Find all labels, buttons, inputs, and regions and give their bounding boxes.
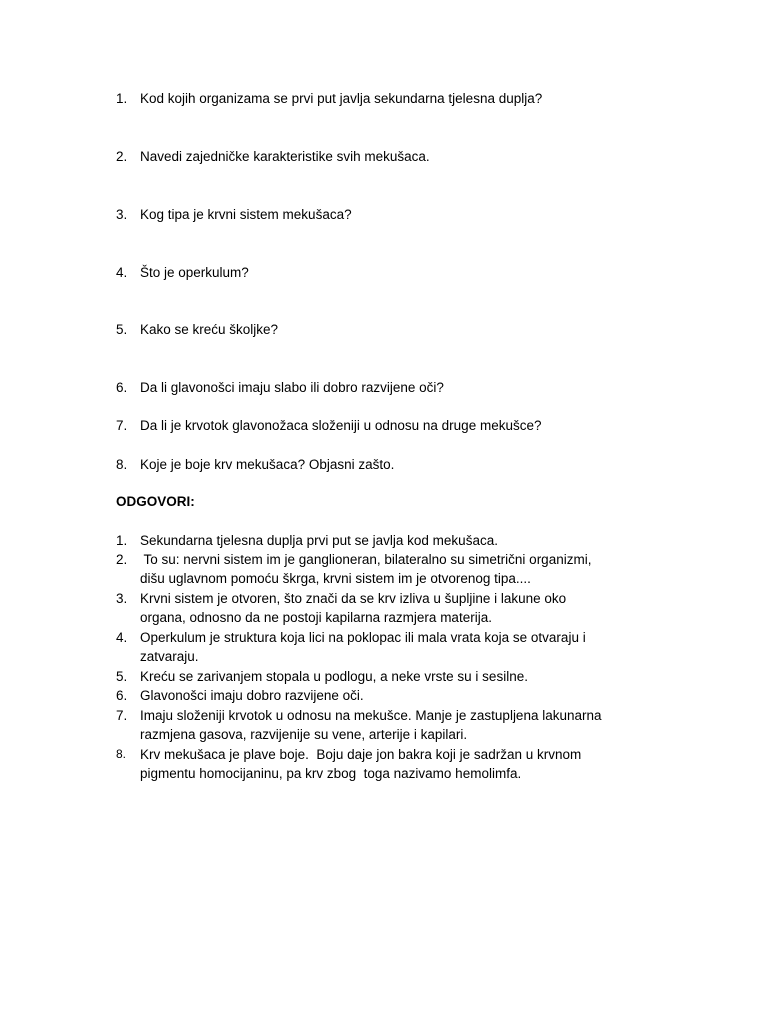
answer-line: razmjena gasova, razvijenije su vene, arterije i kapilari. bbox=[140, 727, 468, 742]
answer-line: pigmentu homocijaninu, pa krv zbog toga nazivamo hemolimfa. bbox=[140, 766, 522, 781]
question-text: Kako se kreću školjke? bbox=[140, 322, 279, 337]
question-text: Kog tipa je krvni sistem mekušaca? bbox=[140, 207, 352, 222]
answer-number: 1. bbox=[116, 533, 128, 548]
answer-number: 5. bbox=[116, 669, 128, 684]
answer-number: 6. bbox=[116, 688, 128, 703]
answer-number: 7. bbox=[116, 708, 128, 723]
answer-number: 8. bbox=[116, 747, 127, 761]
answer-number: 4. bbox=[116, 630, 128, 645]
question-number: 7. bbox=[116, 418, 128, 433]
answer-line: Krvni sistem je otvoren, što znači da se krv izliva u šupljine i lakune oko bbox=[140, 591, 567, 606]
answer-line: organa, odnosno da ne postoji kapilarna razmjera materija. bbox=[140, 610, 492, 625]
question-number: 3. bbox=[116, 207, 128, 222]
question-number: 5. bbox=[116, 322, 128, 337]
question-text: Da li glavonošci imaju slabo ili dobro razvijene oči? bbox=[140, 380, 444, 395]
answer-line: Imaju složeniji krvotok u odnosu na mekušce. Manje je zastupljena lakunarna bbox=[140, 708, 602, 723]
question-text: Da li je krvotok glavonožaca složeniji u odnosu na druge mekušce? bbox=[140, 418, 542, 433]
answer-line: Krv mekušaca je plave boje. Boju daje jon bakra koji je sadržan u krvnom bbox=[140, 747, 582, 762]
answer-line: Glavonošci imaju dobro razvijene oči. bbox=[140, 688, 364, 703]
answer-line: Sekundarna tjelesna duplja prvi put se javlja kod mekušaca. bbox=[140, 533, 498, 548]
answer-line: dišu uglavnom pomoću škrga, krvni sistem im je otvorenog tipa.... bbox=[140, 571, 531, 586]
question-text: Što je operkulum? bbox=[140, 265, 249, 280]
question-number: 4. bbox=[116, 265, 128, 280]
answer-line: Kreću se zarivanjem stopala u podlogu, a neke vrste su i sesilne. bbox=[140, 669, 528, 684]
question-number: 6. bbox=[116, 380, 128, 395]
question-number: 2. bbox=[116, 149, 128, 164]
answer-line: zatvaraju. bbox=[140, 649, 199, 664]
answer-line: To su: nervni sistem im je ganglioneran, bilateralno su simetrični organizmi, bbox=[140, 552, 592, 567]
question-text: Kod kojih organizama se prvi put javlja sekundarna tjelesna duplja? bbox=[140, 91, 543, 106]
answer-number: 2. bbox=[116, 552, 128, 567]
answer-number: 3. bbox=[116, 591, 128, 606]
answers-heading: ODGOVORI: bbox=[116, 494, 195, 509]
question-text: Koje je boje krv mekušaca? Objasni zašto. bbox=[140, 457, 395, 472]
answer-line: Operkulum je struktura koja lici na poklopac ili mala vrata koja se otvaraju i bbox=[140, 630, 586, 645]
question-number: 8. bbox=[116, 457, 128, 472]
question-text: Navedi zajedničke karakteristike svih mekušaca. bbox=[140, 149, 430, 164]
question-number: 1. bbox=[116, 91, 128, 106]
